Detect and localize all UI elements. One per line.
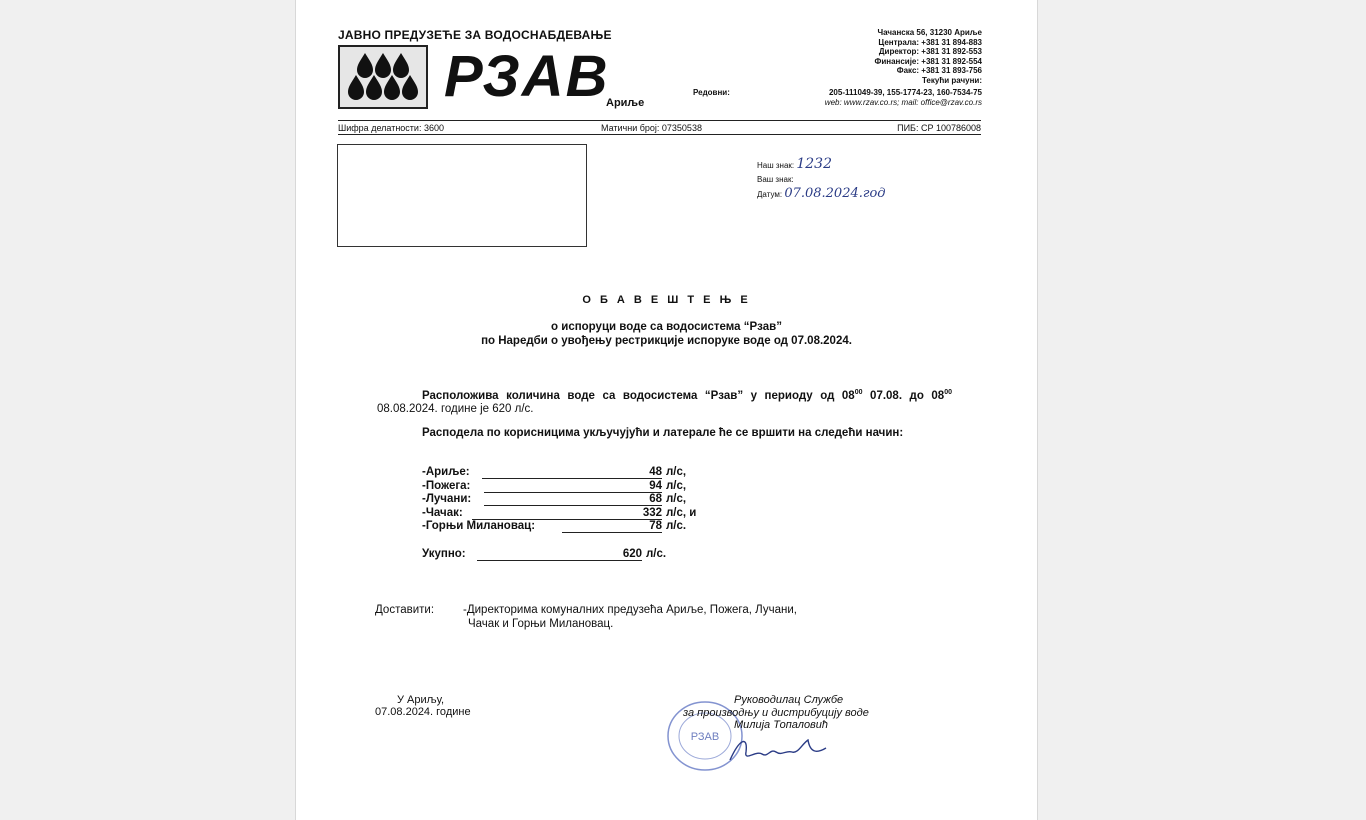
allocation-value: 94: [649, 479, 662, 492]
registry-number: Матични број: 07350538: [601, 123, 702, 133]
org-name: ЈАВНО ПРЕДУЗЕЋЕ ЗА ВОДОСНАБДЕВАЊЕ: [338, 28, 612, 42]
signature-department: за производњу и дистрибуцију воде: [683, 706, 869, 719]
header-divider: [338, 120, 981, 121]
brand-city: Ариље: [606, 97, 645, 109]
allocation-unit: л/с,: [666, 466, 687, 478]
document-title: О Б А В Е Ш Т Е Њ Е: [582, 294, 751, 306]
our-ref-value: 1232: [796, 156, 832, 172]
allocation-name: -Чачак:: [422, 506, 463, 519]
web-mail: web: www.rzav.co.rs; mail: office@rzav.co.rs: [824, 97, 982, 107]
deliver-label: Доставити:: [375, 604, 435, 616]
allocation-name: -Пожега:: [422, 479, 471, 492]
signature-name: Милија Топаловић: [734, 719, 829, 731]
date-line: 07.08.2024. године: [375, 706, 471, 718]
contact-fax: Факс: +381 31 893-756: [896, 66, 982, 76]
activity-code: Шифра делатности: 3600: [338, 123, 444, 133]
accounts-numbers: 205-111049-39, 155-1774-23, 160-7534-75: [828, 88, 982, 97]
allocation-name: -Ариље:: [422, 466, 470, 478]
accounts-label: Текући рачуни:: [921, 75, 982, 85]
para1-text-a: Расположива количина воде са водосистема “Рзав” у периоду од 08: [422, 389, 855, 402]
place-line: У Ариљу,: [397, 694, 445, 706]
allocation-value: 78: [649, 520, 662, 532]
paragraph-capacity: [377, 386, 952, 416]
total-unit: л/с.: [646, 548, 667, 560]
para1-text-c: 08.08.2024. године је 620 л/с.: [377, 402, 534, 415]
signature-block: [668, 694, 869, 732]
para1-sup-b: 00: [944, 389, 952, 396]
para1-sup-a: 00: [854, 389, 863, 396]
header-divider-bottom: [338, 134, 981, 135]
company-logo: [338, 45, 428, 109]
allocation-unit: л/с, и: [666, 506, 697, 519]
document-page: [295, 0, 1038, 820]
deliver-block: [375, 603, 797, 631]
contact-address: Чачанска 56, 31230 Ариље: [877, 28, 982, 37]
our-ref-label: Наш знак:: [757, 161, 795, 170]
date-label: Датум:: [757, 190, 783, 199]
allocation-unit: л/с.: [666, 520, 687, 532]
tax-id: ПИБ: СР 100786008: [897, 123, 981, 133]
water-drops-icon: [340, 47, 426, 107]
deliver-line-1: -Директорима комуналних предузећа Ариље, Пожега, Лучани,: [463, 604, 797, 616]
para1-text-b: 07.08. до 08: [862, 389, 945, 402]
subtitle-line-1: о испоруци воде са водосистема “Рзав”: [551, 321, 782, 333]
allocation-value: 68: [649, 493, 662, 505]
date-value: 07.08.2024.год: [784, 186, 886, 201]
total-row: [422, 548, 722, 562]
total-value: 620: [622, 548, 642, 560]
handwritten-signature: [726, 732, 836, 768]
paragraph-distribution: Расподела по корисницима укључујући и латерале ће се вршити на следећи начин:: [422, 427, 904, 439]
address-box: [337, 144, 587, 247]
your-ref-label: Ваш знак:: [757, 175, 794, 184]
allocation-value: 332: [642, 506, 662, 519]
place-date: [375, 694, 471, 718]
contact-block: [874, 28, 982, 86]
signature-title: Руководилац Службе: [734, 694, 844, 706]
document-subtitle: [296, 320, 1037, 348]
allocation-unit: л/с,: [666, 479, 687, 492]
stamp-text: РЗАВ: [690, 731, 720, 743]
reference-block: [757, 157, 886, 202]
subtitle-line-2: по Наредби о увођењу рестрикције испоруке воде од 07.08.2024.: [481, 335, 852, 347]
accounts-prefix: Редовни:: [693, 88, 730, 97]
allocation-name: -Лучани:: [422, 493, 472, 505]
allocation-unit: л/с,: [666, 493, 687, 505]
allocation-value: 48: [649, 466, 662, 478]
accounts-block: [825, 88, 982, 107]
total-label: Укупно:: [422, 548, 466, 560]
contact-central: Централа: +381 31 894-883: [878, 37, 982, 47]
contact-director: Директор: +381 31 892-553: [878, 47, 982, 57]
contact-finance: Финансије: +381 31 892-554: [874, 56, 982, 66]
deliver-line-2: Чачак и Горњи Милановац.: [468, 618, 614, 630]
brand-name: РЗАВ: [444, 44, 610, 109]
allocation-name: -Горњи Милановац:: [422, 520, 536, 532]
fill-line: [477, 560, 642, 561]
